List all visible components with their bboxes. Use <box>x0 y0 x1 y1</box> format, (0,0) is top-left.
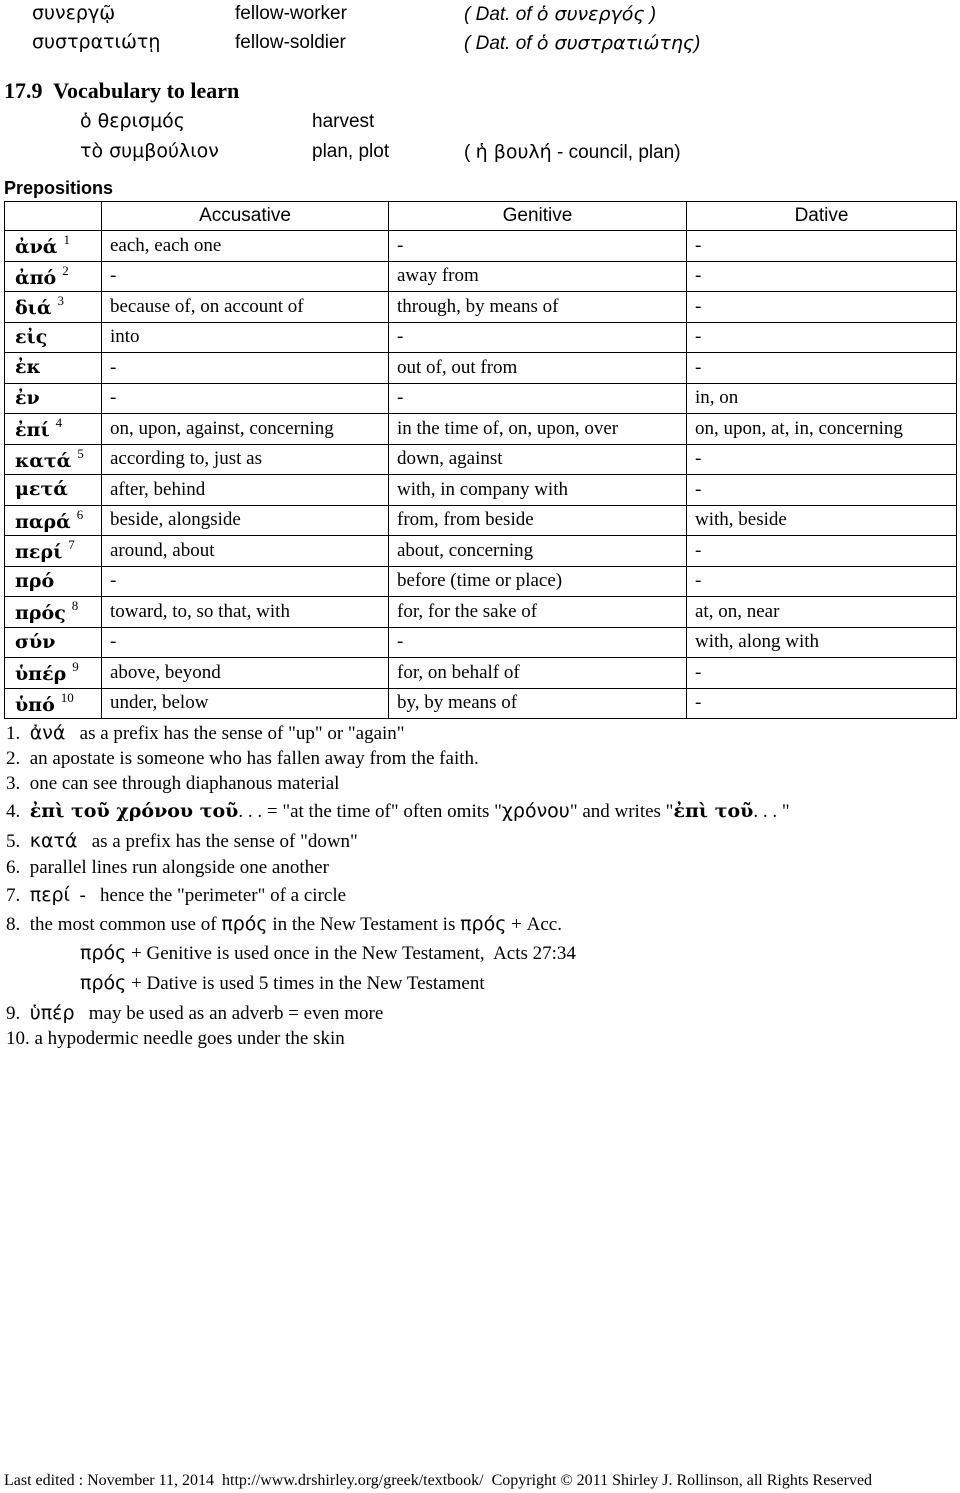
genitive-cell-text: - <box>397 326 404 348</box>
preposition-cell <box>5 231 102 262</box>
dative-cell <box>687 322 957 353</box>
dative-cell-text: at, on, near <box>695 600 780 622</box>
table-row <box>5 383 957 414</box>
vocab-greek-3: ὁ θερισμός <box>80 110 185 132</box>
dative-cell <box>687 475 957 506</box>
genitive-cell <box>389 353 687 384</box>
header-empty <box>5 202 102 231</box>
accusative-cell-text: - <box>110 265 117 287</box>
genitive-cell <box>389 566 687 597</box>
accusative-cell-text: toward, to, so that, with <box>110 600 290 622</box>
accusative-cell <box>102 658 389 689</box>
note-8: 8. the most common use of πρός in the New Testament is πρός + Acc. <box>6 913 562 935</box>
dative-cell <box>687 261 957 292</box>
genitive-cell <box>389 383 687 414</box>
dative-cell <box>687 231 957 262</box>
accusative-cell-text: according to, just as <box>110 448 262 470</box>
genitive-cell-text: - <box>397 631 404 653</box>
preposition-greek: μετά <box>15 478 68 501</box>
preposition-greek: περί <box>15 541 63 564</box>
note-5: 5. κατά as a prefix has the sense of "down" <box>6 830 358 852</box>
accusative-cell <box>102 322 389 353</box>
vocab-english-2: fellow-soldier <box>235 32 346 53</box>
genitive-cell-text: for, for the sake of <box>397 600 538 622</box>
footnote-ref: 5 <box>77 445 84 461</box>
preposition-cell <box>5 353 102 384</box>
genitive-cell <box>389 414 687 445</box>
table-header-row <box>5 202 957 231</box>
dative-cell-text: - <box>695 692 702 714</box>
accusative-cell-text: beside, alongside <box>110 509 241 531</box>
accusative-cell-text: into <box>110 326 140 348</box>
preposition-cell <box>5 322 102 353</box>
footnote-ref: 3 <box>57 293 64 309</box>
vocab-english-3: harvest <box>312 111 375 132</box>
note-4: 4. ἐπὶ τοῦ χρόνου τοῦ. . . = "at the time of" often omits "χρόνου" and writes "ἐπὶ τοῦ. . . " <box>6 800 790 822</box>
accusative-cell-text: above, beyond <box>110 661 221 683</box>
table-row <box>5 688 957 719</box>
genitive-cell <box>389 536 687 567</box>
dative-cell-text: with, along with <box>695 631 820 653</box>
prepositions-heading: Prepositions <box>4 178 114 198</box>
preposition-greek: κατά <box>15 449 72 472</box>
dative-cell-text: - <box>695 234 702 256</box>
header-dative: Dative <box>687 202 957 231</box>
header-genitive: Genitive <box>389 202 687 231</box>
section-title: 17.9 Vocabulary to learn <box>4 78 240 103</box>
genitive-cell-text: - <box>397 234 404 256</box>
footer: Last edited : November 11, 2014 http://www.drshirley.org/greek/textbook/ Copyright © 2011 Shirley J. Rollinson, all Rights Reserved <box>4 1472 873 1489</box>
accusative-cell <box>102 414 389 445</box>
genitive-cell-text: about, concerning <box>397 539 534 561</box>
note-2: 2. an apostate is someone who has fallen away from the faith. <box>6 748 479 769</box>
preposition-cell <box>5 566 102 597</box>
dative-cell-text: - <box>695 265 702 287</box>
preposition-cell <box>5 536 102 567</box>
genitive-cell-text: from, from beside <box>397 509 534 531</box>
accusative-cell-text: under, below <box>110 692 209 714</box>
note-6: 6. parallel lines run alongside one another <box>6 857 329 878</box>
genitive-cell <box>389 475 687 506</box>
accusative-cell-text: - <box>110 570 117 592</box>
accusative-cell-text: after, behind <box>110 478 206 500</box>
vocab-note-2: ( Dat. of ὁ συστρατιώτης) <box>464 32 701 54</box>
preposition-greek: ὑπό <box>15 693 55 716</box>
footnote-ref: 2 <box>62 262 69 278</box>
dative-cell <box>687 658 957 689</box>
table-row <box>5 536 957 567</box>
dative-cell <box>687 444 957 475</box>
accusative-cell-text: each, each one <box>110 234 222 256</box>
genitive-cell-text: before (time or place) <box>397 570 563 592</box>
preposition-cell <box>5 688 102 719</box>
vocab-note-4: ( ἡ βουλή - council, plan) <box>464 141 681 163</box>
genitive-cell <box>389 322 687 353</box>
preposition-cell <box>5 627 102 658</box>
accusative-cell <box>102 475 389 506</box>
table-row <box>5 444 957 475</box>
genitive-cell-text: through, by means of <box>397 295 559 317</box>
genitive-cell <box>389 627 687 658</box>
note-8a: πρός + Genitive is used once in the New Testament, Acts 27:34 <box>80 942 576 964</box>
dative-cell <box>687 688 957 719</box>
table-row <box>5 627 957 658</box>
note-3: 3. one can see through diaphanous material <box>6 773 340 794</box>
preposition-cell <box>5 444 102 475</box>
accusative-cell-text: around, about <box>110 539 215 561</box>
footnote-ref: 10 <box>60 689 74 705</box>
table-row <box>5 566 957 597</box>
genitive-cell <box>389 658 687 689</box>
accusative-cell <box>102 261 389 292</box>
dative-cell-text: - <box>695 539 702 561</box>
dative-cell-text: in, on <box>695 387 739 409</box>
table-row <box>5 292 957 323</box>
preposition-greek: ἐκ <box>15 356 41 379</box>
genitive-cell-text: in the time of, on, upon, over <box>397 417 619 439</box>
accusative-cell <box>102 231 389 262</box>
preposition-greek: διά <box>15 297 52 320</box>
footnote-ref: 9 <box>72 659 79 675</box>
table-row <box>5 353 957 384</box>
dative-cell-text: - <box>695 326 702 348</box>
accusative-cell <box>102 505 389 536</box>
preposition-greek: εἰς <box>15 325 48 348</box>
footnote-ref: 1 <box>63 232 70 248</box>
preposition-greek: ὑπέρ <box>15 663 67 686</box>
dative-cell <box>687 292 957 323</box>
dative-cell-text: - <box>695 661 702 683</box>
dative-cell-text: - <box>695 478 702 500</box>
table-row <box>5 505 957 536</box>
dative-cell-text: with, beside <box>695 509 787 531</box>
preposition-cell <box>5 292 102 323</box>
dative-cell <box>687 597 957 628</box>
genitive-cell <box>389 688 687 719</box>
genitive-cell-text: - <box>397 387 404 409</box>
dative-cell <box>687 414 957 445</box>
genitive-cell <box>389 444 687 475</box>
preposition-cell <box>5 414 102 445</box>
genitive-cell <box>389 292 687 323</box>
accusative-cell <box>102 536 389 567</box>
note-9: 9. ὑπέρ may be used as an adverb = even more <box>6 1002 384 1024</box>
accusative-cell <box>102 597 389 628</box>
dative-cell-text: - <box>695 570 702 592</box>
preposition-greek: ἐν <box>15 386 40 409</box>
preposition-greek: παρά <box>15 510 71 533</box>
preposition-cell <box>5 383 102 414</box>
note-10: 10. a hypodermic needle goes under the skin <box>6 1028 345 1049</box>
dative-cell <box>687 383 957 414</box>
dative-cell <box>687 353 957 384</box>
dative-cell <box>687 505 957 536</box>
preposition-greek: ἐπί <box>15 419 50 442</box>
genitive-cell-text: away from <box>397 265 479 287</box>
preposition-cell <box>5 505 102 536</box>
accusative-cell <box>102 566 389 597</box>
genitive-cell-text: out of, out from <box>397 356 518 378</box>
vocab-greek-1: συνεργῷ <box>32 2 116 24</box>
preposition-cell <box>5 597 102 628</box>
accusative-cell-text: - <box>110 631 117 653</box>
dative-cell-text: - <box>695 295 702 317</box>
genitive-cell <box>389 505 687 536</box>
dative-cell <box>687 627 957 658</box>
table-row <box>5 231 957 262</box>
accusative-cell-text: on, upon, against, concerning <box>110 417 334 439</box>
table-row <box>5 475 957 506</box>
vocab-english-1: fellow-worker <box>235 3 347 24</box>
genitive-cell-text: with, in company with <box>397 478 568 500</box>
genitive-cell <box>389 231 687 262</box>
vocab-english-4: plan, plot <box>312 141 390 162</box>
preposition-greek: πρό <box>15 569 55 592</box>
table-row <box>5 658 957 689</box>
note-8b: πρός + Dative is used 5 times in the New Testament <box>80 972 485 994</box>
dative-cell-text: on, upon, at, in, concerning <box>695 417 903 439</box>
accusative-cell <box>102 292 389 323</box>
preposition-greek: πρός <box>15 602 66 625</box>
accusative-cell-text: because of, on account of <box>110 295 304 317</box>
footnote-ref: 6 <box>76 506 84 522</box>
prepositions-table <box>4 201 957 719</box>
vocab-greek-4: τὸ συμβούλιον <box>80 140 219 162</box>
genitive-cell <box>389 597 687 628</box>
genitive-cell-text: down, against <box>397 448 503 470</box>
note-7: 7. περί - hence the "perimeter" of a circle <box>6 884 347 906</box>
footnote-ref: 8 <box>71 598 79 614</box>
preposition-greek: ἀνά <box>15 236 58 259</box>
dative-cell <box>687 566 957 597</box>
preposition-cell <box>5 658 102 689</box>
preposition-cell <box>5 261 102 292</box>
preposition-greek: ἀπό <box>15 266 57 289</box>
genitive-cell-text: by, by means of <box>397 692 518 714</box>
table-row <box>5 414 957 445</box>
genitive-cell-text: for, on behalf of <box>397 661 520 683</box>
accusative-cell <box>102 444 389 475</box>
vocab-note-1: ( Dat. of ὁ συνεργός ) <box>464 3 657 25</box>
footnote-ref: 7 <box>68 537 75 553</box>
accusative-cell-text: - <box>110 387 117 409</box>
accusative-cell <box>102 353 389 384</box>
genitive-cell <box>389 261 687 292</box>
table-row <box>5 261 957 292</box>
preposition-cell <box>5 475 102 506</box>
accusative-cell-text: - <box>110 356 117 378</box>
accusative-cell <box>102 627 389 658</box>
preposition-greek: σύν <box>15 630 56 653</box>
footnote-ref: 4 <box>55 415 63 431</box>
dative-cell-text: - <box>695 448 702 470</box>
accusative-cell <box>102 383 389 414</box>
dative-cell-text: - <box>695 356 702 378</box>
table-row <box>5 322 957 353</box>
dative-cell <box>687 536 957 567</box>
table-row <box>5 597 957 628</box>
accusative-cell <box>102 688 389 719</box>
note-1: 1. ἀνά as a prefix has the sense of "up" or "again" <box>6 722 405 744</box>
vocab-greek-2: συστρατιώτῃ <box>32 31 161 53</box>
header-accusative: Accusative <box>102 202 389 231</box>
